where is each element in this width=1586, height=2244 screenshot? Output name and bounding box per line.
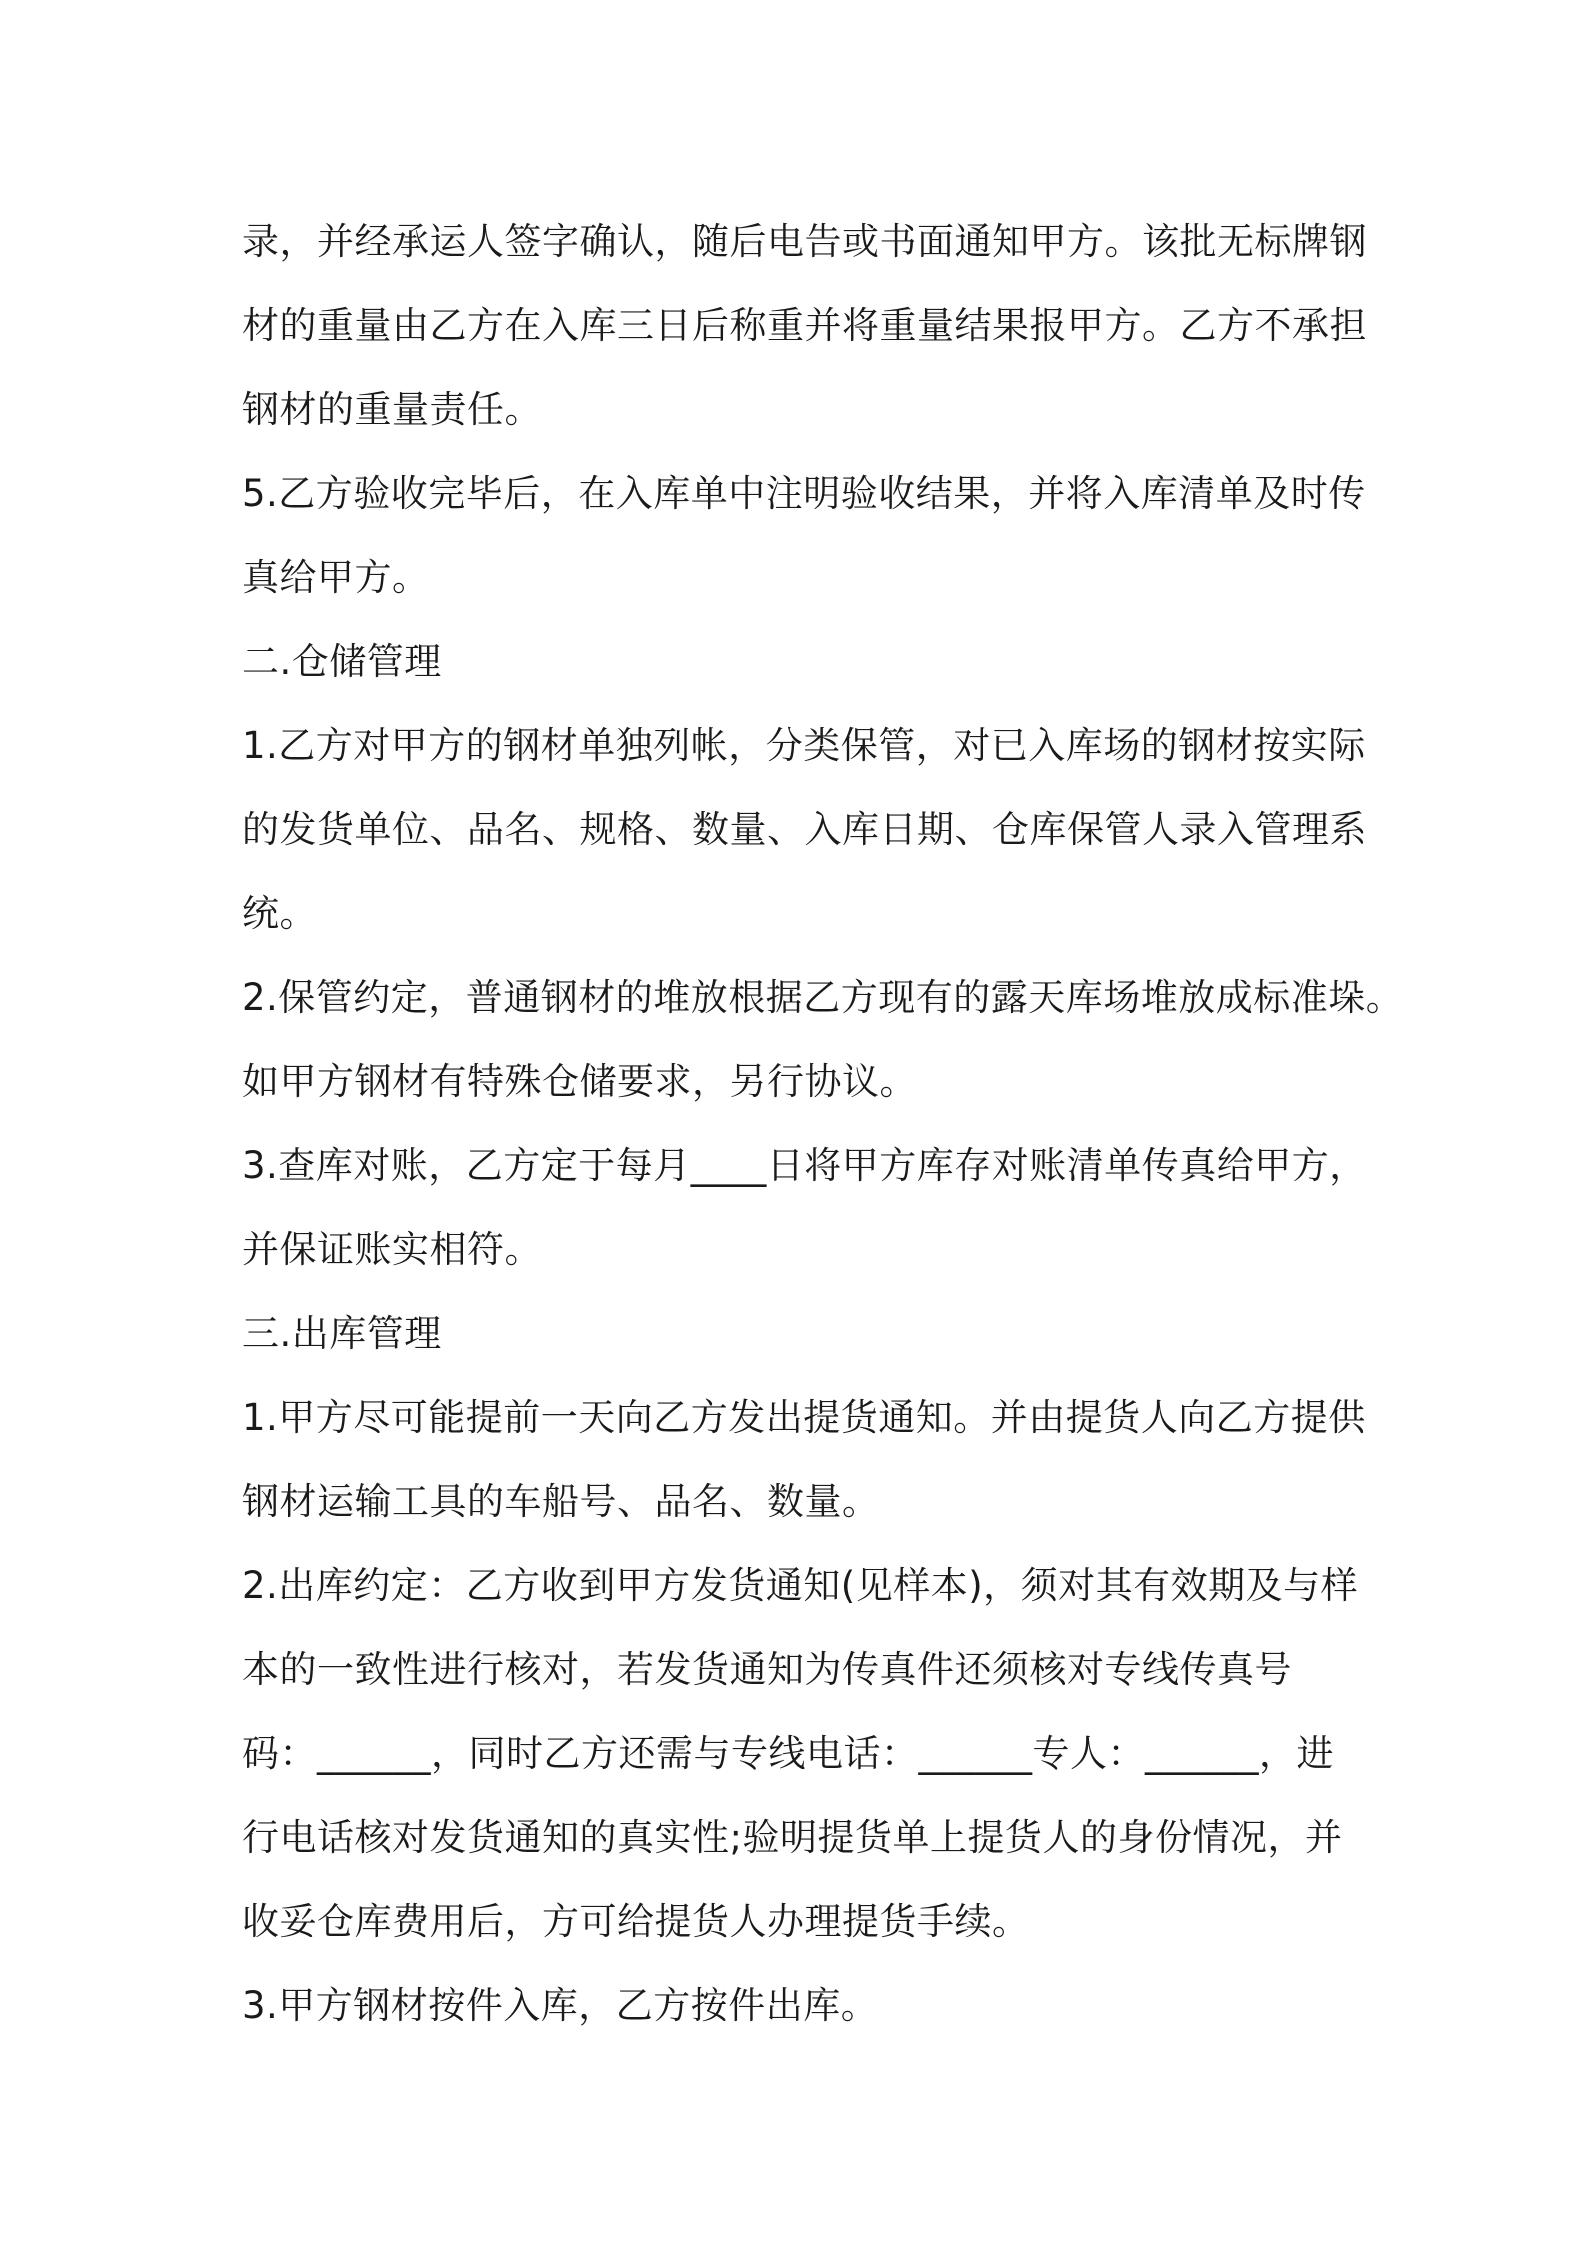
text-line: 钢材的重量责任。 [242,388,542,431]
text-line: 1.乙方对甲方的钢材单独列帐，分类保管，对已入库场的钢材按实际 [242,724,1366,767]
text-line: 统。 [242,892,317,935]
text-line: 钢材运输工具的车船号、品名、数量。 [242,1480,880,1523]
text-line: 3.甲方钢材按件入库，乙方按件出库。 [242,1984,879,2027]
text-line: 材的重量由乙方在入库三日后称重并将重量结果报甲方。乙方不承担 [242,304,1367,347]
document-body [242,200,1404,2048]
text-line: 码：______，同时乙方还需与专线电话：______专人：______，进 [242,1732,1334,1775]
text-line: 录，并经承运人签字确认，随后电告或书面通知甲方。该批无标牌钢 [242,220,1367,263]
text-line: 2.保管约定，普通钢材的堆放根据乙方现有的露天库场堆放成标准垛。 [242,976,1404,1019]
text-line: 并保证账实相符。 [242,1228,542,1271]
section-heading: 三.出库管理 [242,1312,442,1355]
text-line: 2.出库约定：乙方收到甲方发货通知(见样本)，须对其有效期及与样 [242,1564,1359,1607]
text-line: 5.乙方验收完毕后，在入库单中注明验收结果，并将入库清单及时传 [242,472,1366,515]
text-line: 行电话核对发货通知的真实性;验明提货单上提货人的身份情况，并 [242,1816,1343,1859]
text-line: 1.甲方尽可能提前一天向乙方发出提货通知。并由提货人向乙方提供 [242,1396,1366,1439]
section-heading: 二.仓储管理 [242,640,442,683]
text-line: 真给甲方。 [242,556,430,599]
text-line: 本的一致性进行核对，若发货通知为传真件还须核对专线传真号 [242,1648,1292,1691]
text-line: 收妥仓库费用后，方可给提货人办理提货手续。 [242,1900,1030,1943]
text-line: 的发货单位、品名、规格、数量、入库日期、仓库保管人录入管理系 [242,808,1367,851]
text-line: 3.查库对账，乙方定于每月____日将甲方库存对账清单传真给甲方， [242,1144,1367,1187]
text-line: 如甲方钢材有特殊仓储要求，另行协议。 [242,1060,917,1103]
